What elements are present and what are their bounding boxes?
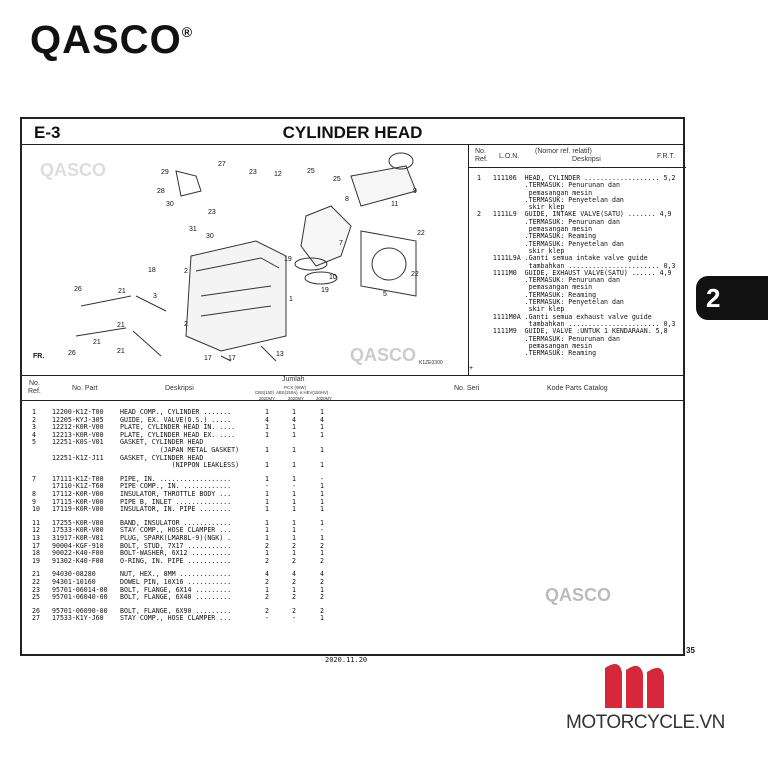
callout-number: 31 [189, 226, 197, 233]
part-number: 12205-KYJ-305 [52, 415, 104, 424]
ref-cell: 8 [32, 490, 36, 498]
quantity: - [292, 614, 296, 623]
description: BOLT, STUD, 7X17 ........... [120, 541, 232, 550]
ref-line: 2 1111L9 GUIDE, INTAKE VALVE(SATU) ....... 4,9 [477, 210, 672, 219]
quantity: 1 [265, 430, 269, 439]
part-number: 17110-K1Z-T60 [52, 482, 104, 491]
quantity: 2 [320, 541, 324, 550]
part-number: 12213-K0R-V00 [52, 430, 104, 439]
ref-cell: 17 [32, 541, 40, 550]
quantity: - [265, 482, 269, 491]
ref-cell: 1 [32, 408, 36, 416]
callout-number: 7 [339, 240, 343, 247]
ref-cell: 23 [32, 585, 40, 594]
callout-number: 5 [383, 291, 387, 298]
description: BOLT, FLANGE, 6X40 ......... [120, 593, 232, 602]
table-row [20, 615, 420, 623]
col-jumlah: Jumlah [282, 376, 305, 383]
quantity: 1 [265, 497, 269, 506]
quantity: 1 [320, 497, 324, 506]
quantity: 2 [265, 593, 269, 602]
watermark: QASCO [350, 345, 417, 365]
col-no: No. [28, 380, 40, 387]
callout-number: 21 [93, 339, 101, 346]
callout-number: 2 [184, 268, 188, 275]
col-lon: L.O.N. [499, 153, 520, 160]
quantity: 1 [292, 430, 296, 439]
part-number: 17533-K0R-V00 [52, 526, 104, 535]
ref-cell: 21 [32, 570, 40, 579]
labor-time-table [468, 145, 685, 375]
quantity: 1 [292, 408, 296, 416]
ref-line: .TERMASUK: Penurunan dan [477, 181, 620, 190]
description: BOLT, FLANGE, 6X90 ......... [120, 606, 232, 615]
description: PIPE, IN. .................. [120, 474, 232, 483]
quantity: 1 [320, 430, 324, 439]
callout-number: 30 [206, 233, 214, 240]
quantity: 4 [292, 570, 296, 579]
col-catalog: Kode Parts Catalog [547, 385, 608, 392]
quantity: - [320, 474, 324, 483]
quantity: 1 [320, 534, 324, 542]
col-desc: Deskripsi [165, 385, 194, 392]
col-seri: No. Seri [454, 385, 480, 392]
quantity: 2 [265, 541, 269, 550]
part-number: 17112-K0R-V00 [52, 490, 104, 498]
ref-cell: 11 [32, 518, 40, 527]
col-ref: Ref. [28, 388, 41, 395]
quantity: 1 [320, 518, 324, 527]
callout-number: 2 [184, 321, 188, 328]
callout-number: 26 [68, 350, 76, 357]
ref-line: .TERMASUK: Penyetelan dan [477, 195, 624, 204]
callout-number: 22 [417, 230, 425, 237]
callout-number: 9 [413, 188, 417, 195]
year-2: 2020MY [288, 395, 305, 401]
callout-number: 21 [117, 322, 125, 329]
callout-number: 13 [276, 351, 284, 358]
quantity: 1 [320, 408, 324, 416]
quantity: 2 [320, 556, 324, 565]
ref-cell: 19 [32, 556, 40, 565]
quantity: 1 [320, 461, 324, 470]
quantity: 2 [320, 606, 324, 615]
quantity: 1 [292, 518, 296, 527]
ref-line: 1111M9 GUIDE, VALVE :UNTUK 1 KENDARAAN. 5,8 [477, 327, 668, 336]
section-tab: 2 [696, 276, 768, 320]
quantity: 1 [265, 585, 269, 594]
quantity: 1 [292, 461, 296, 470]
description: BAND, INSULATOR ............ [120, 518, 232, 527]
quantity: 1 [320, 614, 324, 623]
quantity: 4 [265, 415, 269, 424]
description: PLATE, CYLINDER HEAD IN. .... [120, 423, 236, 432]
quantity: 1 [265, 526, 269, 535]
col-frt: F.R.T. [657, 153, 675, 160]
quantity: 1 [265, 490, 269, 498]
ref-cell: 26 [32, 606, 40, 615]
ref-line: 1111M0 GUIDE, EXHAUST VALVE(SATU) ...... 4,9 [477, 268, 672, 277]
callout-number: 25 [307, 168, 315, 175]
ref-line: pemasangan mesin [477, 225, 593, 234]
ref-line: tambahkan ....................... 0,3 [477, 319, 676, 328]
continued-mark: + [469, 365, 474, 372]
quantity: 1 [265, 423, 269, 432]
brand-logo: QASCO® [30, 18, 194, 62]
part-number: 90022-K40-F00 [52, 549, 104, 558]
quantity: 1 [292, 474, 296, 483]
quantity: 1 [292, 526, 296, 535]
motorcycle-vn-logo-mark [600, 658, 680, 710]
col-nomor: (Nomor ref. relatif) [535, 148, 592, 155]
quantity: 1 [265, 461, 269, 470]
description: PIPE B, INLET .............. [120, 497, 232, 506]
callout-number: 19 [321, 287, 329, 294]
diagram-code: K1ZE0300 [419, 360, 443, 366]
ref-cell: 22 [32, 578, 40, 586]
ref-cell: 25 [32, 593, 40, 602]
description: INSULATOR, IN. PIPE ........ [120, 505, 232, 514]
ref-cell: 18 [32, 549, 40, 558]
watermark: QASCO [545, 585, 612, 605]
quantity: 1 [265, 474, 269, 483]
quantity: 1 [292, 497, 296, 506]
callout-number: 12 [274, 171, 282, 178]
front-arrow-label: FR. [33, 353, 45, 360]
ref-line: .TERMASUK: Penurunan dan [477, 217, 620, 226]
quantity: 1 [292, 549, 296, 558]
ref-cell: 10 [32, 505, 40, 514]
part-number: 90004-KGF-910 [52, 541, 104, 550]
ref-cell: 2 [32, 415, 36, 424]
ref-cell: 4 [32, 430, 36, 439]
part-number: 95701-06014-00 [52, 585, 108, 594]
quantity: 2 [265, 606, 269, 615]
ref-cell: 7 [32, 474, 36, 483]
ref-line: 1111L9A .Ganti semua intake valve guide [477, 254, 648, 263]
quantity: 2 [292, 541, 296, 550]
col-part: No. Part [72, 385, 98, 392]
part-number: 17255-K0R-V00 [52, 518, 104, 527]
ref-cell: 12 [32, 526, 40, 535]
parts-table-header [20, 375, 685, 401]
description: DOWEL PIN, 10X16 ........... [120, 578, 232, 586]
ref-line: skir klep [477, 246, 565, 255]
col-ref: Ref. [475, 156, 488, 163]
ref-line: .TERMASUK: Penyetelan dan [477, 298, 624, 307]
description: INSULATOR, THROTTLE BODY ... [120, 490, 232, 498]
table-row [20, 506, 420, 514]
description: (NIPPON LEAKLESS) [120, 461, 240, 470]
quantity: - [320, 526, 324, 535]
quantity: - [265, 614, 269, 623]
part-number: 94301-10160 [52, 578, 96, 586]
description: PIPE COMP., IN. ............ [120, 482, 232, 491]
model-label: PCX (WW) [284, 384, 306, 390]
part-number: 95701-06090-00 [52, 606, 108, 615]
part-number: 17119-K0R-V00 [52, 505, 104, 514]
quantity: 2 [292, 578, 296, 586]
description: GASKET, CYLINDER HEAD [120, 438, 204, 447]
callout-number: 8 [345, 196, 349, 203]
callout-number: 10 [329, 274, 337, 281]
ref-cell: 27 [32, 614, 40, 623]
callout-number: 27 [218, 161, 226, 168]
quantity: 2 [265, 556, 269, 565]
quantity: 1 [292, 446, 296, 454]
ref-line: .TERMASUK: Reaming [477, 290, 597, 299]
quantity: 2 [292, 556, 296, 565]
year-1: 2020MY [259, 395, 276, 401]
part-number: 12212-K0R-V00 [52, 423, 104, 432]
callout-number: 30 [166, 201, 174, 208]
quantity: 1 [265, 505, 269, 514]
ref-line: pemasangan mesin [477, 283, 593, 292]
ref-line: pemasangan mesin [477, 341, 593, 350]
description: PLUG, SPARK(LMAR8L-9)(NGK) . [120, 534, 232, 542]
part-number: 12200-K1Z-T00 [52, 408, 104, 416]
col-no: No. [475, 148, 486, 155]
callout-number: 21 [118, 288, 126, 295]
description: BOLT, FLANGE, 6X14 ......... [120, 585, 232, 594]
ref-line: 1 111106 HEAD, CYLINDER ................... 5,2 [477, 174, 676, 182]
callout-number: 17 [228, 355, 236, 362]
quantity: 2 [320, 593, 324, 602]
table-row [20, 558, 420, 566]
callout-number: 11 [391, 201, 399, 208]
description: GASKET, CYLINDER HEAD [120, 453, 204, 462]
callout-number: 28 [157, 188, 165, 195]
callout-number: 18 [148, 267, 156, 274]
variant-labels: CBS(150) ABS(150A) e:HEV(150HV) [255, 390, 329, 395]
watermark: QASCO [40, 160, 107, 180]
callout-number: 21 [117, 348, 125, 355]
quantity: 1 [320, 585, 324, 594]
quantity: 4 [265, 570, 269, 579]
page-number: 35 [686, 646, 695, 655]
quantity: 1 [292, 505, 296, 514]
quantity: 2 [265, 578, 269, 586]
ref-line: pemasangan mesin [477, 188, 593, 197]
quantity: 1 [320, 423, 324, 432]
motorcycle-vn-logo-text: MOTORCYCLE.VN [566, 712, 725, 733]
ref-cell: 13 [32, 534, 40, 542]
quantity: 2 [292, 606, 296, 615]
quantity: 2 [320, 578, 324, 586]
quantity: 1 [320, 482, 324, 491]
description: GUIDE, EX. VALVE(O.S.) ..... [120, 415, 232, 424]
col-desc: Deskripsi [572, 156, 601, 163]
quantity: 1 [265, 446, 269, 454]
callout-number: 3 [153, 293, 157, 300]
part-number: 91302-K40-F00 [52, 556, 104, 565]
ref-cell: 9 [32, 497, 36, 506]
quantity: 1 [320, 549, 324, 558]
part-number: 31917-K0R-V01 [52, 534, 104, 542]
description: (JAPAN METAL GASKET) [120, 446, 240, 454]
part-number: 17115-K0R-V00 [52, 497, 104, 506]
quantity: 4 [320, 415, 324, 424]
callout-number: 19 [284, 256, 292, 263]
quantity: 1 [292, 534, 296, 542]
title-row [20, 117, 685, 145]
quantity: 1 [320, 505, 324, 514]
quantity: 1 [265, 518, 269, 527]
table-row [20, 594, 420, 602]
ref-line: .TERMASUK: Reaming [477, 232, 597, 241]
section-code: E-3 [34, 123, 61, 142]
callout-number: 25 [333, 176, 341, 183]
ref-line: .TERMASUK: Penurunan dan [477, 276, 620, 285]
part-number: 12251-K0S-V01 [52, 438, 104, 447]
description: STAY COMP., HOSE CLAMPER ... [120, 526, 232, 535]
quantity: 1 [265, 408, 269, 416]
ref-line: skir klep [477, 305, 565, 314]
ref-line: skir klep [477, 203, 565, 212]
quantity: 1 [265, 534, 269, 542]
part-number: 95701-06040-00 [52, 593, 108, 602]
quantity: - [292, 482, 296, 491]
quantity: 1 [320, 446, 324, 454]
ref-line: .TERMASUK: Reaming [477, 349, 597, 358]
callout-number: 26 [74, 286, 82, 293]
ref-cell: 3 [32, 423, 36, 432]
quantity: 4 [292, 415, 296, 424]
description: PLATE, CYLINDER HEAD EX. .... [120, 430, 236, 439]
quantity: 1 [320, 490, 324, 498]
callout-number: 23 [208, 209, 216, 216]
quantity: 4 [320, 570, 324, 579]
ref-line: tambahkan ....................... 0,3 [477, 261, 676, 270]
quantity: 1 [292, 490, 296, 498]
callout-number: 29 [161, 169, 169, 176]
ref-line: .TERMASUK: Penyetelan dan [477, 239, 624, 248]
description: HEAD COMP., CYLINDER ....... [120, 408, 232, 416]
callout-number: 1 [289, 296, 293, 303]
description: STAY COMP., HOSE CLAMPER ... [120, 614, 232, 623]
year-3: 2020MY [316, 395, 333, 401]
description: BOLT-WASHER, 6X12 .......... [120, 549, 232, 558]
callout-number: 23 [249, 169, 257, 176]
part-number: 17111-K1Z-T00 [52, 474, 104, 483]
quantity: 1 [292, 585, 296, 594]
quantity: 1 [265, 549, 269, 558]
quantity: 1 [292, 423, 296, 432]
page-title: CYLINDER HEAD [282, 123, 423, 142]
part-number: 94030-08280 [52, 570, 96, 579]
ref-line: 1111M0A .Ganti semua exhaust valve guide [477, 312, 652, 321]
part-number: 17533-K1Y-J60 [52, 614, 104, 623]
quantity: 2 [292, 593, 296, 602]
description: O-RING, IN. PIPE ........... [120, 556, 232, 565]
callout-number: 22 [411, 271, 419, 278]
part-number: 12251-K1Z-J11 [52, 453, 104, 462]
print-date: 2020.11.20 [325, 656, 368, 664]
callout-number: 17 [204, 355, 212, 362]
description: NUT, HEX., 8MM ............. [120, 570, 232, 579]
ref-line: .TERMASUK: Penurunan dan [477, 334, 620, 343]
table-row [20, 462, 420, 470]
ref-cell: 5 [32, 438, 36, 447]
